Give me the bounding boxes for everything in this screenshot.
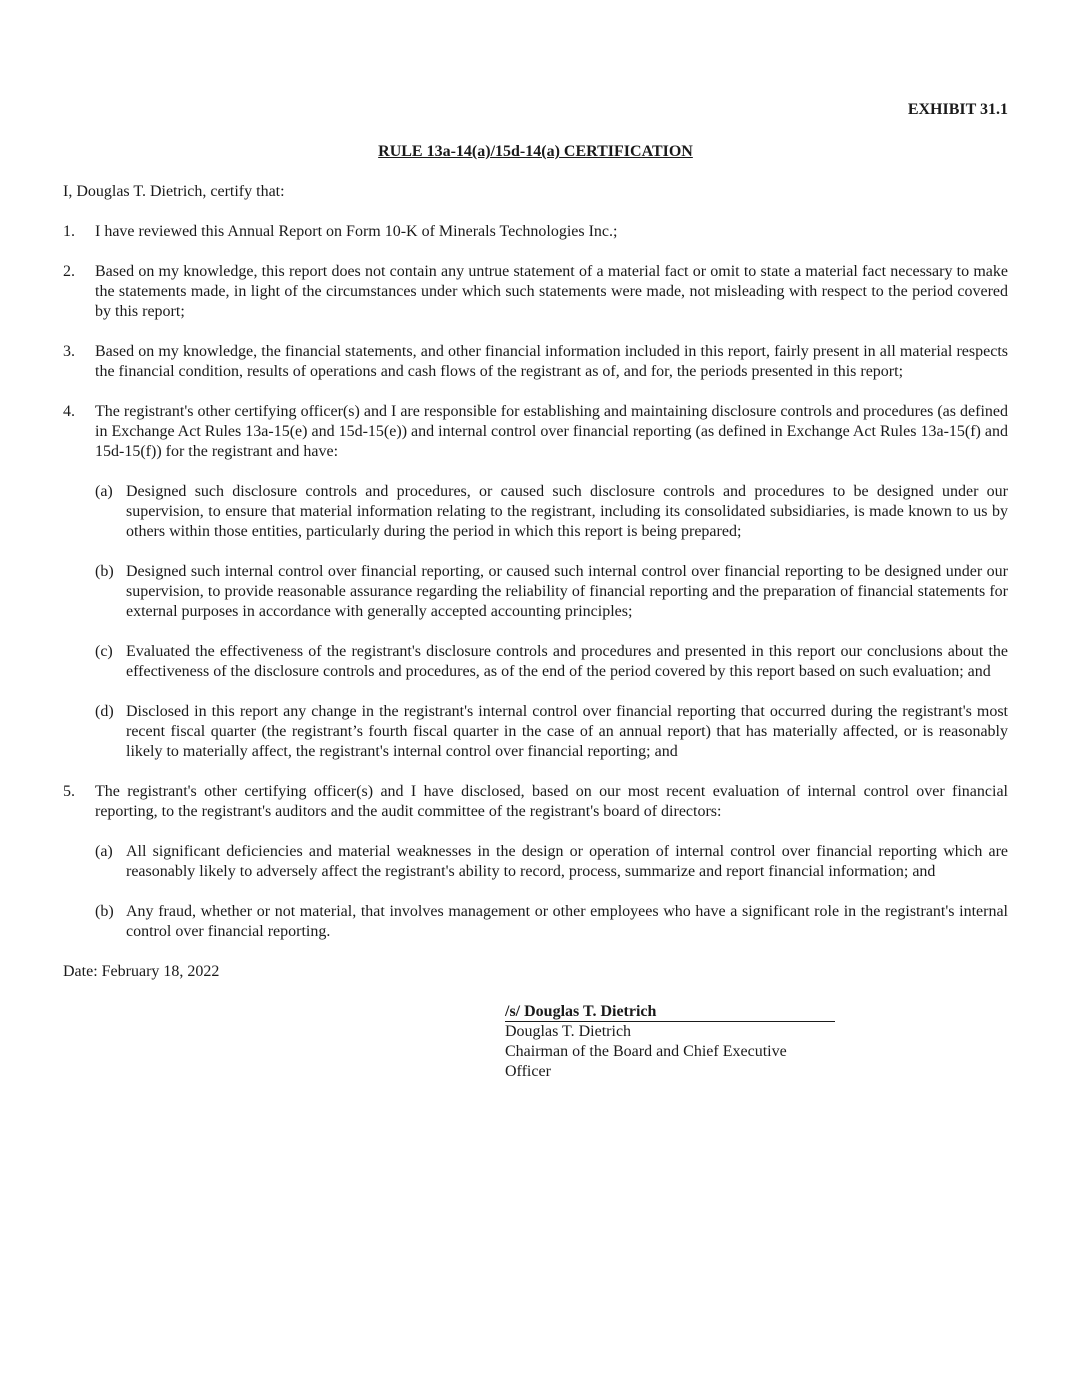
sub-item-text: Designed such disclosure controls and procedures, or caused such disclosure controls and procedures to be designed under our supervision, to ensure that material information relating to the registrant, including its consolidated subsidiaries, is made known to us by others within those entities, particularly during the period in which this report is being prepared; <box>126 483 1008 540</box>
signer-title-line-2: Officer <box>505 1063 551 1080</box>
sub-item-text: Designed such internal control over financial reporting, or caused such internal control over financial reporting to be designed under our supervision, to provide reasonable assurance regarding the reliability of financial reporting and the preparation of financial statements for external purposes in accordance with generally accepted accounting principles; <box>126 563 1008 620</box>
item-4-sub-c <box>63 642 1008 682</box>
sub-item-text: Any fraud, whether or not material, that involves management or other employees who have a significant role in the registrant's internal control over financial reporting. <box>126 903 1008 940</box>
item-number: 2. <box>63 263 75 280</box>
item-text: The registrant's other certifying officer(s) and I are responsible for establishing and maintaining disclosure controls and procedures (as defined in Exchange Act Rules 13a-15(e) and 15d-15(e)) and internal control over financial reporting (as defined in Exchange Act Rules 13a-15(f) and 15d-15(f)) for the registrant and have: <box>95 403 1008 460</box>
certification-item-5 <box>63 782 1008 822</box>
item-number: 5. <box>63 783 75 800</box>
sub-item-letter: (d) <box>95 703 114 720</box>
item-4-sub-b <box>63 562 1008 622</box>
sub-item-text: Evaluated the effectiveness of the registrant's disclosure controls and procedures and presented in this report our conclusions about the effectiveness of the disclosure controls and procedures, as of the end of the period covered by this report based on such evaluation; and <box>126 643 1008 680</box>
certification-item-2 <box>63 262 1008 322</box>
item-number: 3. <box>63 343 75 360</box>
page-title: RULE 13a-14(a)/15d-14(a) CERTIFICATION <box>378 143 693 160</box>
certification-item-1 <box>63 222 1008 242</box>
sub-item-letter: (b) <box>95 563 114 580</box>
exhibit-label: EXHIBIT 31.1 <box>907 101 1008 118</box>
item-4-sub-d <box>63 702 1008 762</box>
item-text: The registrant's other certifying officer(s) and I have disclosed, based on our most recent evaluation of internal control over financial reporting, to the registrant's auditors and the audit committee of the registrant's board of directors: <box>95 783 1008 820</box>
sub-item-letter: (a) <box>95 843 113 860</box>
certification-date: Date: February 18, 2022 <box>63 963 220 980</box>
item-4-sub-a <box>63 482 1008 542</box>
signature-line: /s/ Douglas T. Dietrich <box>505 1002 835 1022</box>
item-text: Based on my knowledge, this report does not contain any untrue statement of a material fact or omit to state a material fact necessary to make the statements made, in light of the circumstances under which such statements were made, not misleading with respect to the period covered by this report; <box>95 263 1008 320</box>
sub-item-letter: (c) <box>95 643 113 660</box>
item-text: Based on my knowledge, the financial statements, and other financial information included in this report, fairly present in all material respects the financial condition, results of operations and cash flows of the registrant as of, and for, the periods presented in this report; <box>95 343 1008 380</box>
item-5-sub-b <box>63 902 1008 942</box>
signer-title-line-1: Chairman of the Board and Chief Executive <box>505 1043 787 1060</box>
sub-item-letter: (b) <box>95 903 114 920</box>
signature-block <box>505 1002 835 1082</box>
item-text: I have reviewed this Annual Report on Form 10-K of Minerals Technologies Inc.; <box>95 223 618 240</box>
sub-item-letter: (a) <box>95 483 113 500</box>
certification-page <box>63 100 1008 1082</box>
item-5-sub-a <box>63 842 1008 882</box>
certification-item-4 <box>63 402 1008 462</box>
item-number: 1. <box>63 223 75 240</box>
item-number: 4. <box>63 403 75 420</box>
signer-name: Douglas T. Dietrich <box>505 1023 632 1040</box>
intro-statement: I, Douglas T. Dietrich, certify that: <box>63 183 285 200</box>
sub-item-text: All significant deficiencies and material weaknesses in the design or operation of internal control over financial reporting which are reasonably likely to adversely affect the registrant's ability to record, process, summarize and report financial information; and <box>126 843 1008 880</box>
certification-item-3 <box>63 342 1008 382</box>
sub-item-text: Disclosed in this report any change in the registrant's internal control over financial reporting that occurred during the registrant's most recent fiscal quarter (the registrant’s fourth fiscal quarter in the case of an annual report) that has materially affected, or is reasonably likely to materially affect, the registrant's internal control over financial reporting; and <box>126 703 1008 760</box>
